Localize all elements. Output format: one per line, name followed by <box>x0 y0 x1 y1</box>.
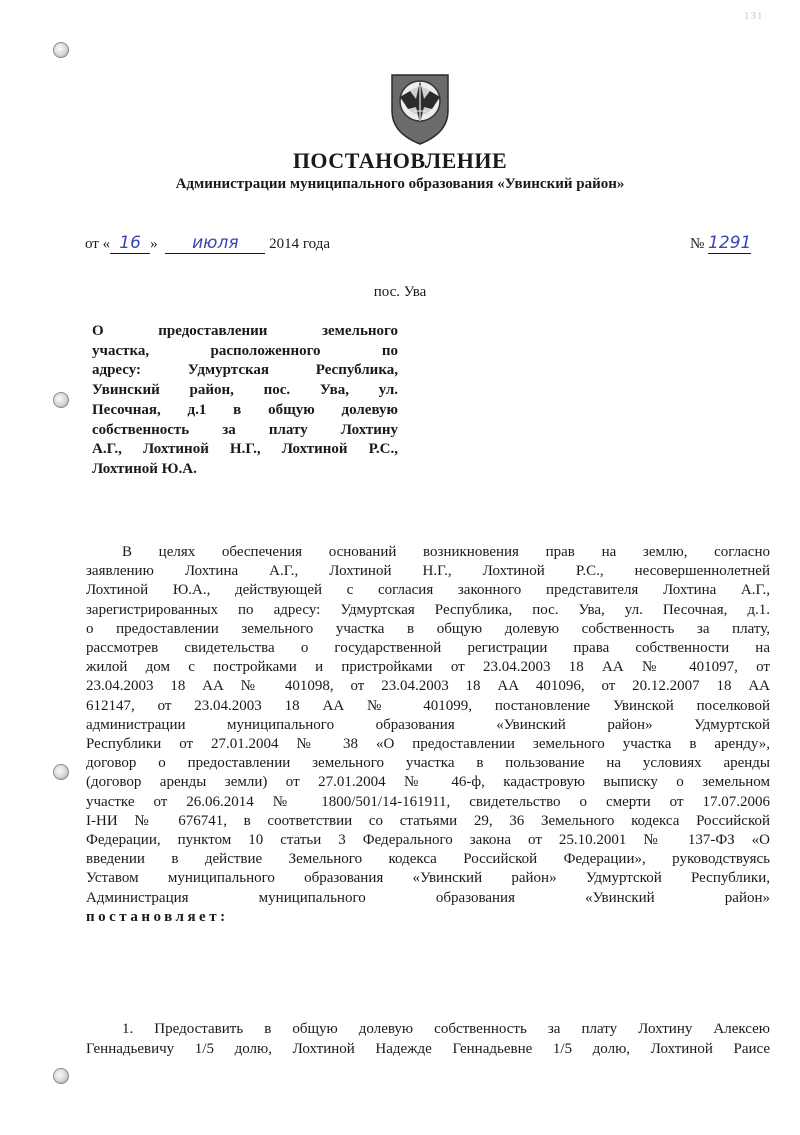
body-line: Лохтиной Ю.А., действующей с согласия законного представителя Лохтина А.Г., <box>86 582 770 599</box>
subject-block <box>92 322 398 480</box>
date-month: июля <box>165 233 265 254</box>
body-line: рассмотрев свидетельства о государственной регистрации права собственности на <box>86 640 770 657</box>
number-value: 1291 <box>708 233 752 253</box>
document-subtitle: Администрации муниципального образования «Увинский район» <box>175 176 625 192</box>
subject-line: собственность за плату Лохтину <box>92 421 398 438</box>
body-line: 23.04.2003 18 АА № 401098, от 23.04.2003 18 АА 401096, от 20.12.2007 18 АА <box>86 678 770 695</box>
body-line: В целях обеспечения оснований возникновения прав на землю, согласно <box>122 544 770 560</box>
body-line: Республики от 27.01.2004 № 38 «О предоставлении земельного участка в аренду», <box>86 736 770 753</box>
punch-hole-icon <box>53 42 69 58</box>
body-line: 612147, от 23.04.2003 18 АА № 401099, постановление Увинской поселковой <box>86 697 770 714</box>
subject-line: Увинский район, пос. Ува, ул. <box>92 382 398 399</box>
body-line: Федерации, пунктом 10 статьи 3 Федерального закона от 25.10.2001 № 137-ФЗ «О <box>86 832 770 849</box>
document-title: ПОСТАНОВЛЕНИЕ <box>292 148 508 173</box>
place-of-issue: пос. Ува <box>373 284 427 300</box>
item-line: 1. Предоставить в общую долевую собственность за плату Лохтину Алексею <box>122 1021 770 1037</box>
coat-of-arms-icon <box>386 67 454 147</box>
punch-hole-icon <box>53 1068 69 1084</box>
body-line: участке от 26.06.2014 № 1800/501/14-161911, свидетельство о смерти от 17.07.2006 <box>86 793 770 810</box>
number-label: № <box>690 236 705 252</box>
preamble-text <box>86 543 770 927</box>
body-line: введении в действие Земельного кодекса Российской Федерации», руководствуясь <box>86 851 770 868</box>
body-line: зарегистрированных по адресу: Удмуртская Республика, пос. Ува, ул. Песочная, д.1. <box>86 601 770 618</box>
corner-page-number: 131 <box>744 10 764 22</box>
body-line: о предоставлении земельного участка в общую долевую собственность за плату, <box>86 620 770 637</box>
punch-hole-icon <box>53 392 69 408</box>
subject-line: А.Г., Лохтиной Н.Г., Лохтиной Р.С., <box>92 441 398 458</box>
decree-item-1 <box>86 1020 770 1059</box>
date-line <box>85 233 330 254</box>
body-line: жилой дом с постройками и пристройками от 23.04.2003 18 АА № 401097, от <box>86 659 770 676</box>
body-line: I-НИ № 676741, в соответствии со статьями 29, 36 Земельного кодекса Российской <box>86 812 770 829</box>
date-prefix: от « <box>85 236 111 252</box>
body-line: договор о предоставлении земельного участка в пользование на условиях аренды <box>86 755 770 772</box>
subject-line: О предоставлении земельного <box>92 323 398 339</box>
decree-keyword: постановляет: <box>86 908 229 925</box>
date-quote-close: » <box>150 236 158 252</box>
punch-hole-icon <box>53 764 69 780</box>
body-line: заявлению Лохтина А.Г., Лохтиной Н.Г., Лохтиной Р.С., несовершеннолетней <box>86 563 770 580</box>
subject-line: Лохтиной Ю.А. <box>92 460 197 477</box>
subject-line: адресу: Удмуртская Республика, <box>92 362 398 379</box>
subject-line: участка, расположенного по <box>92 342 398 359</box>
body-line: администрации муниципального образования «Увинский район» Удмуртской <box>86 716 770 733</box>
date-day: 16 <box>110 233 150 254</box>
item-line: Геннадьевичу 1/5 долю, Лохтиной Надежде Геннадьевне 1/5 долю, Лохтиной Раисе <box>86 1040 770 1057</box>
subject-line: Песочная, д.1 в общую долевую <box>92 401 398 418</box>
body-line: Уставом муниципального образования «Увинский район» Удмуртской Республики, <box>86 870 770 887</box>
body-line: (договор аренды земли) от 27.01.2004 № 46-ф, кадастровую выписку о земельном <box>86 774 770 791</box>
date-year: 2014 года <box>269 236 330 252</box>
document-number <box>690 233 751 253</box>
body-line: Администрация муниципального образования «Увинский район» <box>86 889 770 906</box>
